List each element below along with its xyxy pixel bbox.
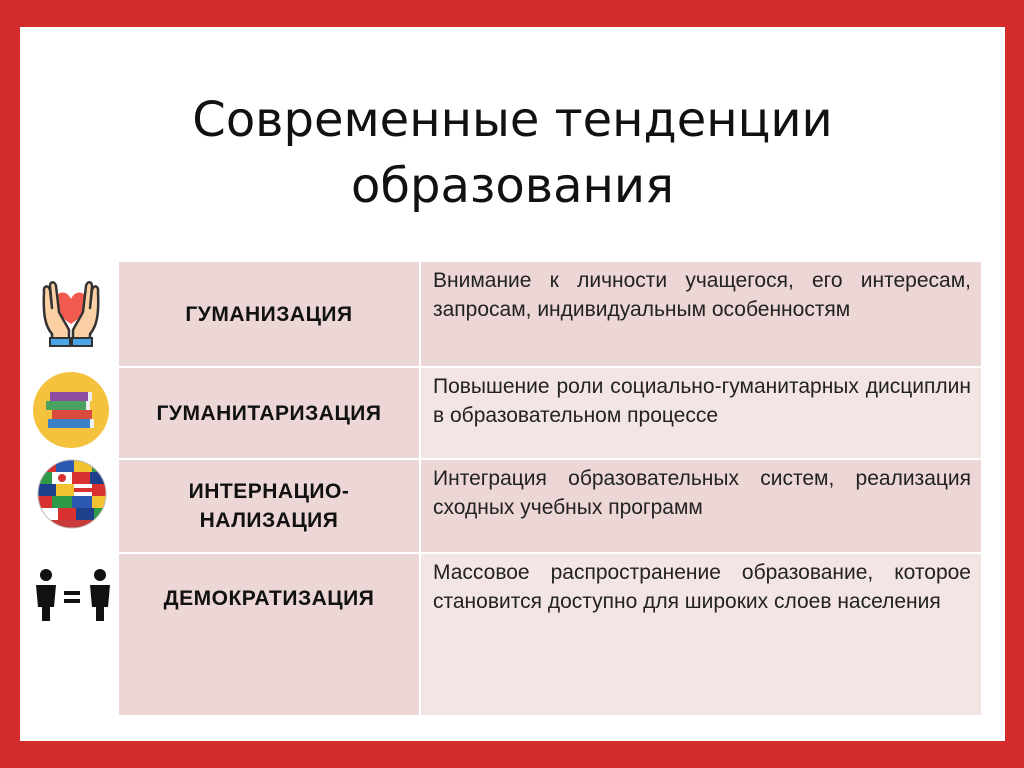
description-cell: Интеграция образовательных систем, реализация сходных учебных программ xyxy=(420,459,982,553)
term-internationalization-line-1: ИНТЕРНАЦИО- xyxy=(188,480,350,503)
term-cell xyxy=(118,261,420,367)
trends-table xyxy=(117,260,983,717)
description-cell: Внимание к личности учащегося, его интересам, запросам, индивидуальным особенностям xyxy=(420,261,982,367)
globe-flags-icon xyxy=(36,457,108,531)
slide-title xyxy=(20,87,1005,219)
hands-heart-icon xyxy=(36,272,106,348)
title-line-2: образования xyxy=(351,158,674,214)
term-cell xyxy=(118,553,420,716)
term-cell xyxy=(118,459,420,553)
title-line-1: Современные тенденции xyxy=(192,92,833,148)
description-cell: Повышение роли социально-гуманитарных дисциплин в образовательном процессе xyxy=(420,367,982,459)
term-humanitarization: ГУМАНИТАРИЗАЦИЯ xyxy=(156,401,382,425)
table-row xyxy=(118,367,982,459)
table-row xyxy=(118,261,982,367)
table-row xyxy=(118,553,982,716)
people-equal-icon xyxy=(32,567,116,623)
table-row xyxy=(118,459,982,553)
books-icon xyxy=(32,371,110,449)
term-cell xyxy=(118,367,420,459)
description-cell: Массовое распространение образование, которое становится доступно для широких слоев населения xyxy=(420,553,982,716)
term-humanization: ГУМАНИЗАЦИЯ xyxy=(185,302,353,326)
term-internationalization-line-2: НАЛИЗАЦИЯ xyxy=(199,509,339,532)
term-democratization: ДЕМОКРАТИЗАЦИЯ xyxy=(163,587,375,610)
slide xyxy=(20,27,1005,741)
